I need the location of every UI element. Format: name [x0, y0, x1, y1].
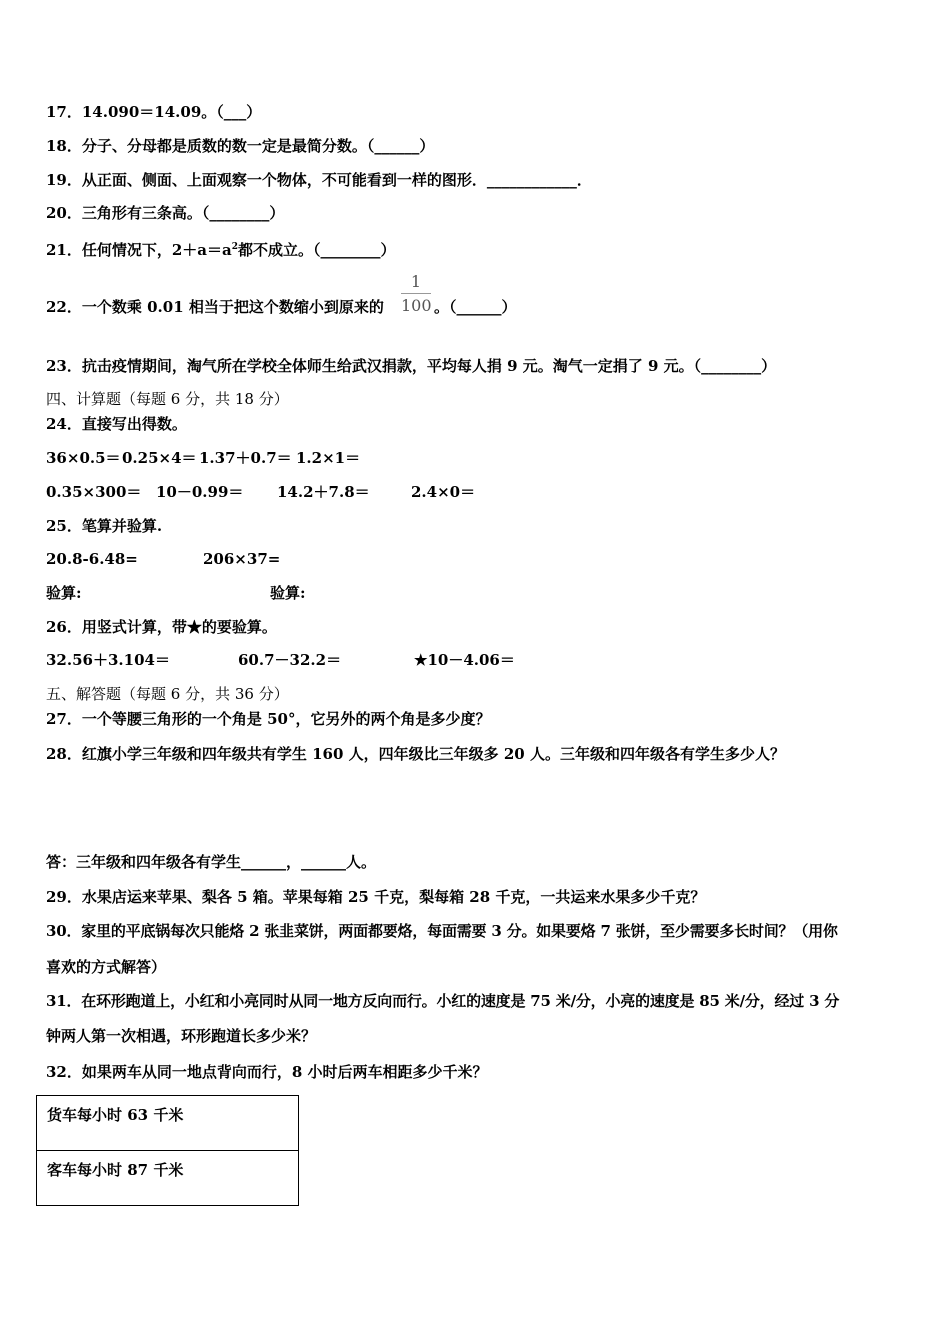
question-19: 19．从正面、侧面、上面观察一个物体，不可能看到一样的图形．____________． [46, 171, 592, 189]
fraction-numerator: 1 [410, 272, 422, 291]
question-21-text-b: 都不成立。（________） [238, 241, 396, 259]
question-24: 24．直接写出得数。 [46, 415, 187, 433]
calc-item: 32.56＋3.104＝ [46, 651, 170, 669]
question-22-text-b: 。（______） [434, 298, 517, 316]
question-17: 17．14.090＝14.09。（___） [46, 103, 262, 121]
question-30-cont: 喜欢的方式解答） [46, 958, 167, 976]
calc-item: 36×0.5＝ [46, 449, 121, 467]
question-26: 26．用竖式计算，带★的要验算。 [46, 618, 277, 636]
section-5-heading: 五、解答题（每题 6 分，共 36 分） [46, 685, 289, 703]
check-label: 验算: [270, 584, 306, 602]
question-32: 32．如果两车从同一地点背向而行，8 小时后两车相距多少千米？ [46, 1063, 488, 1081]
question-22-text-a: 22．一个数乘 0.01 相当于把这个数缩小到原来的 [46, 298, 384, 316]
question-31-cont: 钟两人第一次相遇，环形跑道长多少米？ [46, 1027, 317, 1045]
calc-item: 20.8-6.48= [46, 550, 138, 568]
calc-item: 14.2＋7.8＝ [277, 483, 370, 501]
table-cell: 货车每小时 63 千米 [37, 1096, 299, 1151]
calc-item: 1.37＋0.7＝ [199, 449, 292, 467]
fraction-one-hundredth [401, 272, 431, 315]
question-30: 30．家里的平底锅每次只能烙 2 张韭菜饼，两面都要烙，每面需要 3 分。如果要烙 7 张饼，至少需要多长时间？（用你 [46, 922, 838, 940]
table-row [37, 1151, 299, 1206]
question-18: 18．分子、分母都是质数的数一定是最简分数。（______） [46, 137, 435, 155]
question-28: 28．红旗小学三年级和四年级共有学生 160 人，四年级比三年级多 20 人。三年级和四年级各有学生多少人？ [46, 745, 785, 763]
question-27: 27．一个等腰三角形的一个角是 50°，它另外的两个角是多少度？ [46, 710, 491, 728]
question-21-text-a: 21．任何情况下，2＋a＝a [46, 241, 232, 259]
table-row [37, 1096, 299, 1151]
vehicle-speed-table [36, 1095, 299, 1206]
check-label: 验算: [46, 584, 82, 602]
question-25: 25．笔算并验算. [46, 517, 163, 535]
calc-item: 206×37= [203, 550, 281, 568]
calc-item: 0.35×300＝ [46, 483, 142, 501]
question-21 [46, 237, 396, 260]
question-31: 31．在环形跑道上，小红和小亮同时从同一地方反向而行。小红的速度是 75 米/分，小亮的速度是 85 米/分，经过 3 分 [46, 992, 840, 1010]
calc-item: 1.2×1＝ [296, 449, 361, 467]
exponent: 2 [231, 242, 239, 252]
question-29: 29．水果店运来苹果、梨各 5 箱。苹果每箱 25 千克，梨每箱 28 千克，一共运来水果多少千克？ [46, 888, 706, 906]
question-23: 23．抗击疫情期间，淘气所在学校全体师生给武汉捐款，平均每人捐 9 元。淘气一定捐了 9 元。（________） [46, 357, 777, 375]
section-4-heading: 四、计算题（每题 6 分，共 18 分） [46, 390, 289, 408]
calc-item: ★10－4.06＝ [414, 651, 515, 669]
fraction-denominator: 100 [401, 296, 432, 315]
question-20: 20．三角形有三条高。（________） [46, 204, 285, 222]
calc-item: 60.7－32.2＝ [238, 651, 342, 669]
table-cell: 客车每小时 87 千米 [37, 1151, 299, 1206]
calc-item: 0.25×4＝ [122, 449, 197, 467]
question-28-answer: 答：三年级和四年级各有学生______，______人。 [46, 853, 377, 871]
calc-item: 10－0.99＝ [156, 483, 244, 501]
calc-item: 2.4×0＝ [411, 483, 476, 501]
